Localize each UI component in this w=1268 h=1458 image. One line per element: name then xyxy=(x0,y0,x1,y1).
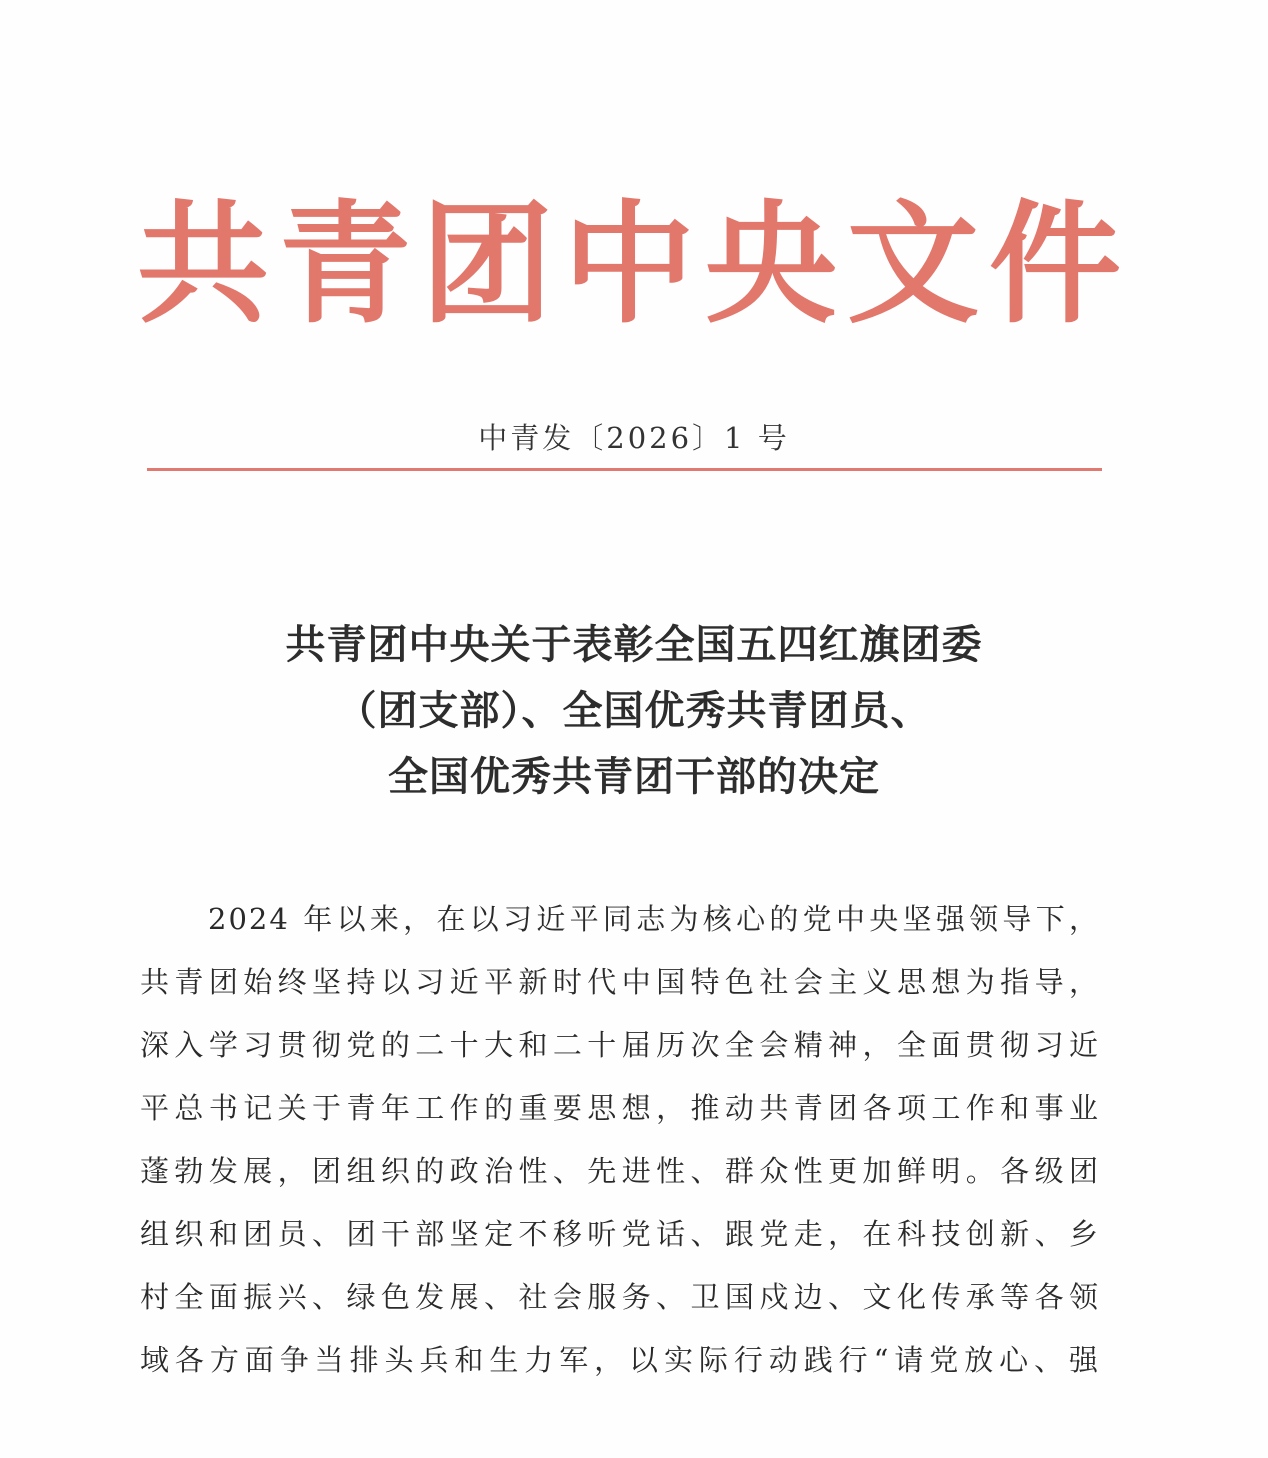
body-line: 村全面振兴、绿色发展、社会服务、卫国戍边、文化传承等各领 xyxy=(140,1280,1100,1314)
body-line: 组织和团员、团干部坚定不移听党话、跟党走，在科技创新、乡 xyxy=(140,1217,1100,1251)
body-line: 域各方面争当排头兵和生力军，以实际行动践行“请党放心、强 xyxy=(140,1343,1100,1377)
body-line: 共青团始终坚持以习近平新时代中国特色社会主义思想为指导， xyxy=(140,965,1100,999)
body-paragraph xyxy=(140,888,1100,1392)
body-line: 深入学习贯彻党的二十大和二十届历次全会精神，全面贯彻习近 xyxy=(140,1028,1100,1062)
body-line: 2024 年以来，在以习近平同志为核心的党中央坚强领导下， xyxy=(208,902,1100,936)
title-line: 共青团中央关于表彰全国五四红旗团委 xyxy=(285,621,983,668)
document-title xyxy=(0,612,1268,810)
document-masthead: 共青团中央文件 xyxy=(137,187,1131,342)
body-line: 平总书记关于青年工作的重要思想，推动共青团各项工作和事业 xyxy=(140,1091,1100,1125)
body-line: 蓬勃发展，团组织的政治性、先进性、群众性更加鲜明。各级团 xyxy=(140,1154,1100,1188)
document-number: 中青发〔2026〕1 号 xyxy=(478,421,790,455)
title-line: 全国优秀共青团干部的决定 xyxy=(388,753,880,800)
red-separator-line xyxy=(147,468,1102,471)
title-line: （团支部）、全国优秀共青团员、 xyxy=(336,687,932,734)
